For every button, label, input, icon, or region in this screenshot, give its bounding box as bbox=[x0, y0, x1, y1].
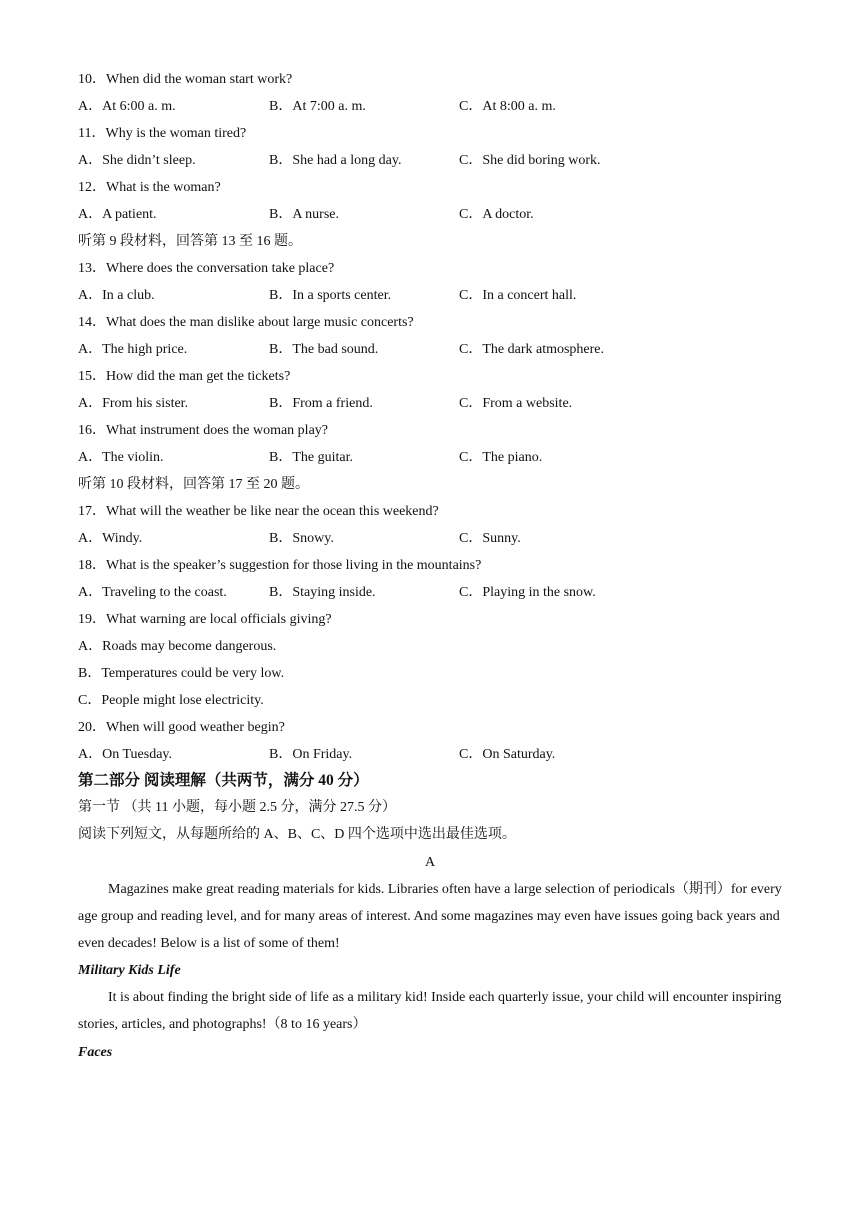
question-18: 18．What is the speaker’s suggestion for those living in the mountains? bbox=[78, 558, 482, 573]
option-c: C．The piano. bbox=[459, 450, 543, 465]
question-19-option-a: A．Roads may become dangerous. bbox=[78, 639, 277, 654]
question-19-option-b: B．Temperatures could be very low. bbox=[78, 666, 285, 681]
question-13: 13．Where does the conversation take place? bbox=[78, 261, 335, 276]
option-a: A．From his sister. bbox=[78, 396, 189, 411]
option-a: A．A patient. bbox=[78, 207, 157, 222]
section-one-title: 第一节 （共 11 小题，每小题 2.5 分，满分 27.5 分） bbox=[78, 800, 396, 815]
option-a: A．At 6:00 a. m. bbox=[78, 99, 176, 114]
option-b: B．At 7:00 a. m. bbox=[269, 99, 366, 114]
option-a: A．Traveling to the coast. bbox=[78, 585, 227, 600]
option-c: C．Sunny. bbox=[459, 531, 521, 546]
question-14: 14．What does the man dislike about large music concerts? bbox=[78, 315, 414, 330]
option-b: B．She had a long day. bbox=[269, 153, 402, 168]
option-b: B．The guitar. bbox=[269, 450, 353, 465]
magazine-title: Faces bbox=[78, 1045, 113, 1060]
option-c: C．The dark atmosphere. bbox=[459, 342, 605, 357]
option-a: A．On Tuesday. bbox=[78, 747, 172, 762]
question-15: 15．How did the man get the tickets? bbox=[78, 369, 291, 384]
question-17: 17．What will the weather be like near the ocean this weekend? bbox=[78, 504, 439, 519]
section-9-instruction: 听第 9 段材料，回答第 13 至 16 题。 bbox=[78, 234, 302, 249]
question-11: 11．Why is the woman tired? bbox=[78, 126, 247, 141]
option-c: C．In a concert hall. bbox=[459, 288, 577, 303]
question-19: 19．What warning are local officials giving? bbox=[78, 612, 332, 627]
option-c: C．On Saturday. bbox=[459, 747, 556, 762]
option-b: B．In a sports center. bbox=[269, 288, 392, 303]
section-10-instruction: 听第 10 段材料，回答第 17 至 20 题。 bbox=[78, 477, 309, 492]
option-a: A．Windy. bbox=[78, 531, 143, 546]
question-16: 16．What instrument does the woman play? bbox=[78, 423, 328, 438]
option-a: A．She didn’t sleep. bbox=[78, 153, 196, 168]
magazine-title: Military Kids Life bbox=[78, 963, 181, 978]
option-b: B．Staying inside. bbox=[269, 585, 376, 600]
question-20: 20．When will good weather begin? bbox=[78, 720, 285, 735]
option-c: C．A doctor. bbox=[459, 207, 534, 222]
option-c: C．From a website. bbox=[459, 396, 573, 411]
option-b: B．A nurse. bbox=[269, 207, 339, 222]
option-b: B．On Friday. bbox=[269, 747, 353, 762]
option-b: B．Snowy. bbox=[269, 531, 334, 546]
part-two-title: 第二部分 阅读理解（共两节，满分 40 分） bbox=[78, 772, 369, 789]
option-a: A．In a club. bbox=[78, 288, 155, 303]
passage-intro: Magazines make great reading materials for kids. Libraries often have a large selection of periodicals（期刊）for every age group and reading level, and for many areas of interest. And some magazines may even have issues going back years and even decades! Below is a list of some of them! bbox=[78, 882, 782, 951]
question-12: 12．What is the woman? bbox=[78, 180, 221, 195]
question-10: 10．When did the woman start work? bbox=[78, 72, 293, 87]
magazine-description: It is about finding the bright side of life as a military kid! Inside each quarterly issue, your child will encounter inspiring stories, articles, and photographs!（8 to 16 years） bbox=[78, 990, 782, 1032]
option-a: A．The high price. bbox=[78, 342, 188, 357]
passage-label: A bbox=[424, 855, 436, 870]
question-19-option-c: C．People might lose electricity. bbox=[78, 693, 264, 708]
option-c: C．Playing in the snow. bbox=[459, 585, 596, 600]
option-a: A．The violin. bbox=[78, 450, 164, 465]
option-b: B．The bad sound. bbox=[269, 342, 379, 357]
option-b: B．From a friend. bbox=[269, 396, 373, 411]
option-c: C．At 8:00 a. m. bbox=[459, 99, 556, 114]
option-c: C．She did boring work. bbox=[459, 153, 601, 168]
directions: 阅读下列短文，从每题所给的 A、B、C、D 四个选项中选出最佳选项。 bbox=[78, 827, 516, 842]
